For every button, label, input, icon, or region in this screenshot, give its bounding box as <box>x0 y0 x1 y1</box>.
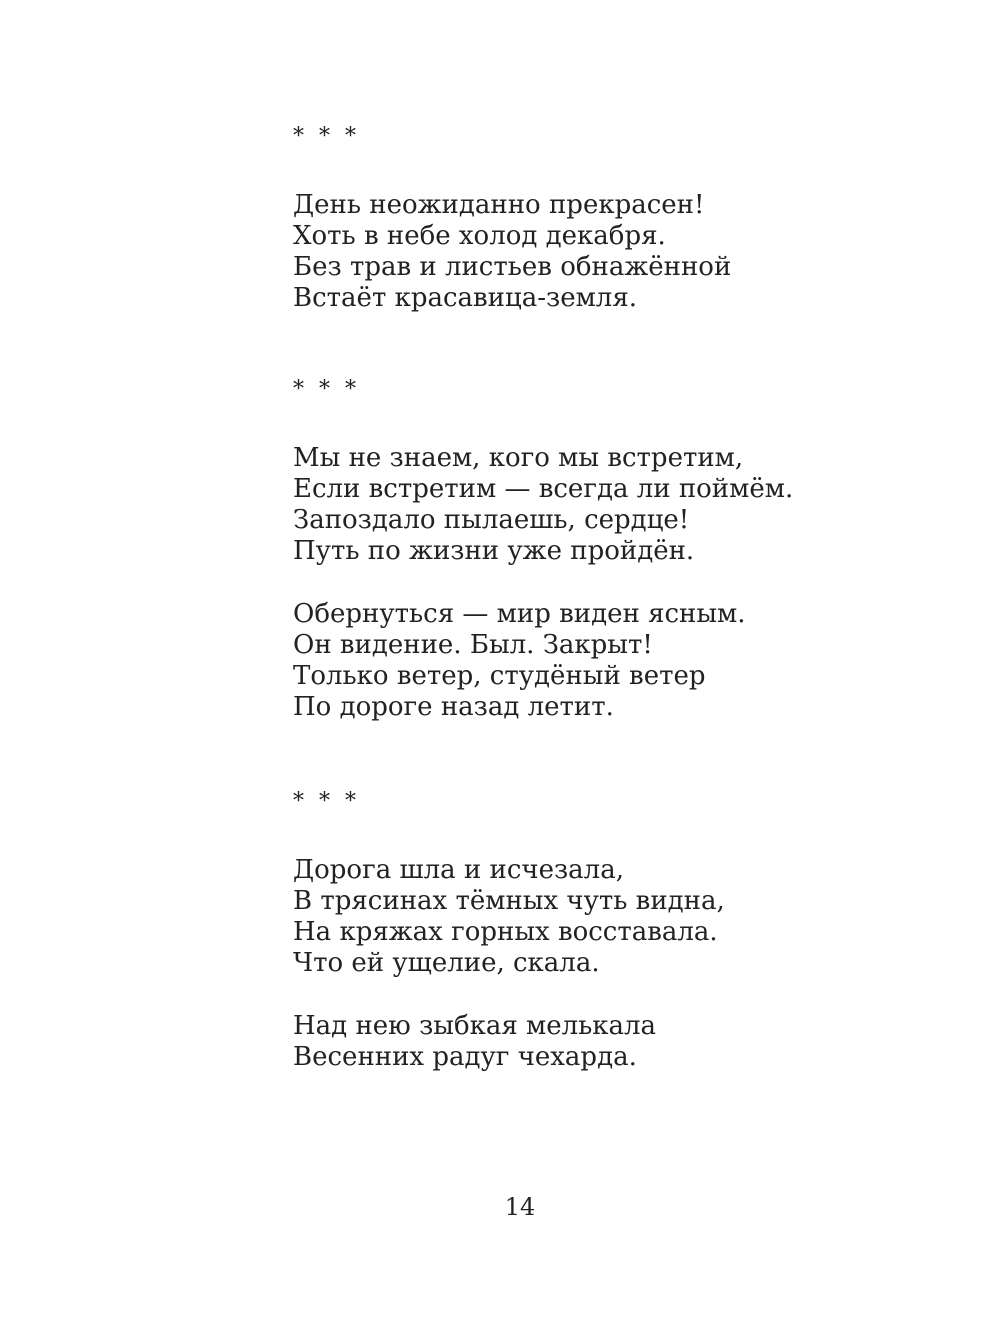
poem <box>293 787 853 1073</box>
verse-line: Только ветер, студёный ветер <box>293 661 706 691</box>
verse-line: Без трав и листьев обнажённой <box>293 252 732 282</box>
verse-line: День неожиданно прекрасен! <box>293 190 705 220</box>
verse-line: Что ей ущелие, скала. <box>293 948 600 978</box>
verse-line: Над нею зыбкая мелькала <box>293 1011 657 1041</box>
verse-line: Мы не знаем, кого мы встретим, <box>293 443 744 473</box>
poem <box>293 122 853 314</box>
stanza <box>293 599 853 723</box>
section-separator: * * * <box>293 124 360 149</box>
section-separator: * * * <box>293 377 360 402</box>
poem <box>293 375 853 723</box>
stanza <box>293 1011 853 1073</box>
verse-line: Хоть в небе холод декабря. <box>293 221 666 251</box>
verse-line: На кряжах горных восставала. <box>293 917 718 947</box>
verse-line: Встаёт красавица-земля. <box>293 283 637 313</box>
verse-line: Путь по жизни уже пройдён. <box>293 536 695 566</box>
verse-line: Он видение. Был. Закрыт! <box>293 630 653 660</box>
page-number: 14 <box>504 1193 536 1221</box>
stanza <box>293 190 853 314</box>
verse-line: Если встретим — всегда ли поймём. <box>293 474 794 504</box>
stanza <box>293 443 853 567</box>
verse-line: Дорога шла и исчезала, <box>293 855 624 885</box>
section-separator: * * * <box>293 789 360 814</box>
verse-line: Запоздало пылаешь, сердце! <box>293 505 690 535</box>
verse-line: В трясинах тёмных чуть видна, <box>293 886 725 916</box>
verse-line: По дороге назад летит. <box>293 692 614 722</box>
verse-line: Обернуться — мир виден ясным. <box>293 599 746 629</box>
verse-line: Весенних радуг чехарда. <box>293 1042 637 1072</box>
stanza <box>293 855 853 979</box>
